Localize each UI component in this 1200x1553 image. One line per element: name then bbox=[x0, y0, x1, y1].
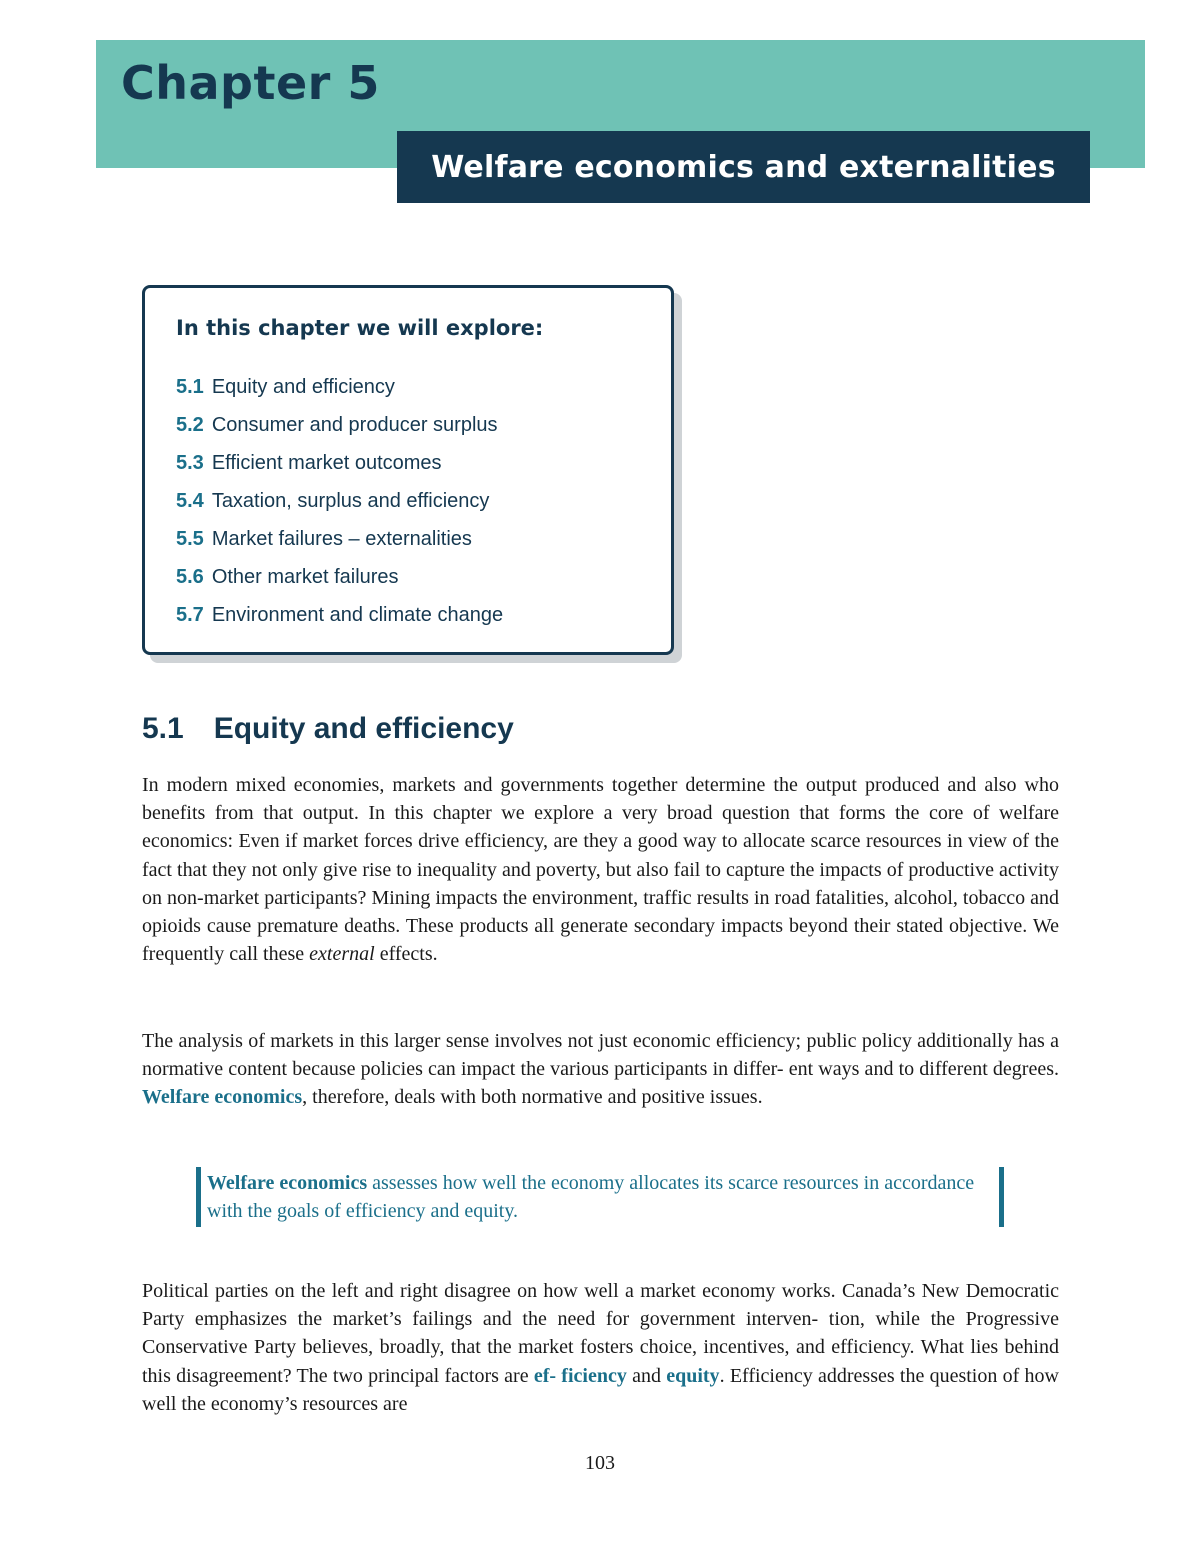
definition-box bbox=[196, 1167, 1004, 1227]
chapter-outline-box bbox=[142, 285, 674, 655]
key-term: Welfare economics bbox=[142, 1086, 303, 1109]
section-number: 5.1 bbox=[142, 712, 184, 745]
outline-item-label: Other market failures bbox=[211, 566, 399, 588]
outline-item-number: 5.2 bbox=[176, 414, 204, 436]
chapter-subtitle: Welfare economics and externalities bbox=[431, 149, 1056, 185]
paragraph-text: , therefore, deals with both normative and positive issues. bbox=[302, 1086, 763, 1109]
outline-item bbox=[176, 410, 503, 448]
outline-heading: In this chapter we will explore: bbox=[176, 316, 544, 340]
outline-item-label: Market failures – externalities bbox=[211, 528, 472, 550]
outline-item bbox=[176, 372, 503, 410]
chapter-subtitle-bar bbox=[397, 131, 1090, 203]
outline-item-label: Environment and climate change bbox=[211, 604, 504, 626]
outline-item bbox=[176, 562, 503, 600]
key-term: equity bbox=[666, 1364, 720, 1387]
definition-term: Welfare economics bbox=[207, 1172, 368, 1194]
paragraph-text: In modern mixed economies, markets and governments together determine the output produced and also who benefits from that output. In this chapter we explore a very broad question that forms the core of welfare economics: Even if market forces drive efficiency, are they a good way to allocate scarce resources in view of the fact that they not only give rise to inequality and poverty, but also fail to capture the impacts of productive activity on non-market participants? Mining impacts the environment, traffic results in road fatalities, alcohol, tobacco and opioids cause premature deaths. These products all generate secondary impacts beyond their stated objective. We frequently call these bbox=[142, 774, 1059, 966]
page-number: 103 bbox=[585, 1452, 615, 1474]
body-paragraph-2 bbox=[142, 1027, 1059, 1112]
emphasis-text: external bbox=[309, 943, 375, 966]
chapter-title: Chapter 5 bbox=[121, 56, 380, 110]
key-term: ef- ficiency bbox=[533, 1364, 627, 1387]
outline-item-number: 5.3 bbox=[176, 452, 204, 474]
body-paragraph-3 bbox=[142, 1277, 1059, 1418]
section-heading bbox=[142, 712, 514, 746]
outline-item bbox=[176, 524, 503, 562]
outline-item-number: 5.7 bbox=[176, 604, 204, 626]
paragraph-text: . Efficiency addresses the question of how well the economy’s resources are bbox=[142, 1364, 1059, 1415]
outline-item-number: 5.6 bbox=[176, 566, 204, 588]
paragraph-text: The analysis of markets in this larger sense involves not just economic efficiency; public policy additionally has a normative content because policies can impact the various participants in differ- ent ways and to different degrees. bbox=[142, 1030, 1059, 1081]
paragraph-text: and bbox=[626, 1364, 667, 1387]
paragraph-text: effects. bbox=[374, 943, 438, 966]
outline-item-label: Taxation, surplus and efficiency bbox=[211, 490, 490, 512]
outline-item-number: 5.4 bbox=[176, 490, 204, 512]
outline-item bbox=[176, 486, 503, 524]
section-title-text: Equity and efficiency bbox=[213, 712, 514, 745]
outline-item bbox=[176, 600, 503, 638]
outline-item-number: 5.5 bbox=[176, 528, 204, 550]
outline-item-number: 5.1 bbox=[176, 376, 204, 398]
definition-text: assesses how well the economy allocates its scarce resources in accordance with the goals of efficiency and equity. bbox=[207, 1172, 975, 1222]
outline-item-label: Equity and efficiency bbox=[211, 376, 395, 398]
body-paragraph-1 bbox=[142, 771, 1059, 968]
outline-list bbox=[176, 372, 503, 638]
outline-item-label: Consumer and producer surplus bbox=[211, 414, 498, 436]
paragraph-text: Political parties on the left and right disagree on how well a market economy works. Canada’s New Democratic Party emphasizes the market’s failings and the need for government interven- tion, while the Progressive Conservative Party believes, broadly, that the market fosters choice, incentives, and efficiency. What lies behind this disagreement? The two principal factors are bbox=[142, 1280, 1059, 1387]
outline-item-label: Efficient market outcomes bbox=[211, 452, 442, 474]
outline-item bbox=[176, 448, 503, 486]
